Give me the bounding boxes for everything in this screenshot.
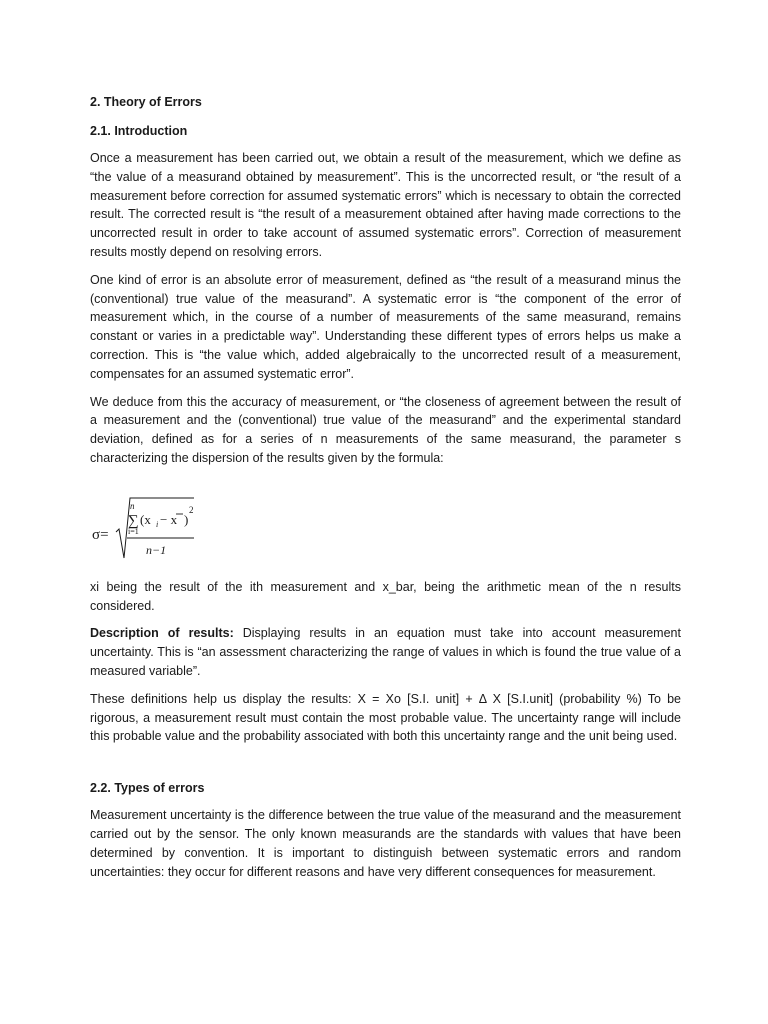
- denominator: n−1: [146, 542, 167, 557]
- description-label: Description of results:: [90, 626, 234, 641]
- section-title: 2. Theory of Errors: [90, 95, 202, 109]
- intro-paragraph-3: We deduce from this the accuracy of measurement, or “the closeness of agreement between the result of a measurement and the (conventional) true value of the measurand” and the experimental standard deviation, defined as for a series of n measurements of the same measurand, the parameter s characterizing the dispersion of the results given by the formula:: [90, 394, 681, 465]
- intro-paragraph-2: One kind of error is an absolute error of measurement, defined as “the result of a measurand minus the (conventional) true value of the measurand”. A systematic error is “the component of the error of measurement which, in the course of a number of measurements of the same measurand, remains constant or varies in a predictable way”. Understanding these different types of errors helps us make a correction. This is “the value which, added algebraically to the uncorrected result of a measurement, compensates for an assumed systematic error”.: [90, 272, 681, 381]
- sum-symbol: ∑: [128, 512, 139, 529]
- term-rest: − x: [160, 511, 178, 527]
- term-subscript: i: [156, 519, 159, 529]
- types-paragraph: Measurement uncertainty is the difference between the true value of the measurand and the measurement carried out by the sensor. The only known measurands are the standards with values that have been determined by convention. It is important to distinguish between systematic errors and random uncertainties: they occur for different reasons and have very different consequences for measurement.: [90, 808, 681, 879]
- term-open: (x: [140, 511, 151, 527]
- term-close: ): [184, 511, 189, 527]
- intro-paragraph-1: Once a measurement has been carried out, we obtain a result of the measurement, which we define as “the value of a measurand obtained by measurement”. This is the uncorrected result, or “the result of a measurement before correction for assumed systematic errors” which is necessary to obtain the corrected result. The corrected result is “the result of a measurement obtained after having made corrections to the uncorrected result in order to take account of assumed systematic errors”. Correction of measurement results mostly depend on resolving errors.: [90, 151, 681, 259]
- sum-lower-limit: i=1: [128, 526, 139, 536]
- after-formula-paragraph: xi being the result of the ith measurement and x_bar, being the arithmetic mean of the n results considered.: [90, 579, 681, 613]
- formula-lhs: σ=: [92, 526, 109, 543]
- standard-deviation-formula: [90, 488, 681, 566]
- intro-heading: 2.1. Introduction: [90, 124, 188, 138]
- exponent: 2: [189, 504, 194, 515]
- sum-upper-limit: n: [130, 500, 135, 511]
- types-heading: 2.2. Types of errors: [90, 781, 205, 796]
- definitions-paragraph: These definitions help us display the results: X = Xo [S.I. unit] + Δ X [S.I.unit] (probability %) To be rigorous, a measurement result must contain the most probable value. The uncertainty range will include this probable value and the probability associated with both this uncertainty range and the unit being used.: [90, 691, 681, 744]
- description-text: Displaying results in an equation must take into account measurement uncertainty. This is “an assessment characterizing the range of values in which is found the true value of a measured variable”.: [90, 626, 681, 678]
- description-paragraph: [90, 624, 681, 680]
